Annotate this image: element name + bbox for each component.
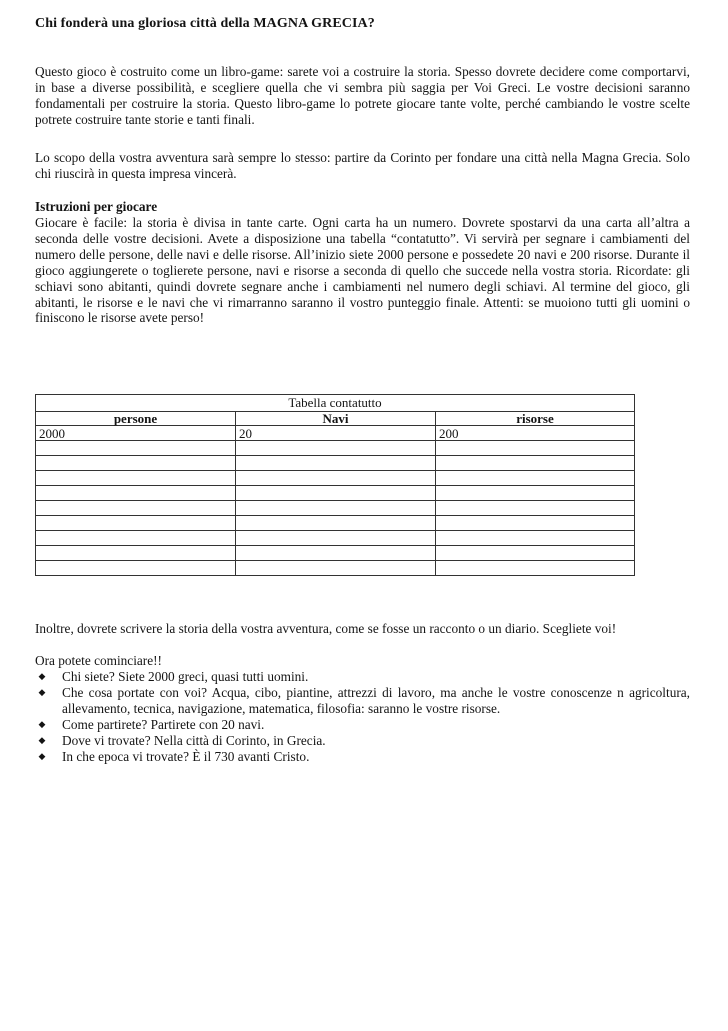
table-cell-risorse[interactable] (436, 456, 635, 471)
table-row (36, 531, 635, 546)
diamond-bullet-icon: ◆ (38, 686, 46, 697)
instructions-heading: Istruzioni per giocare (35, 199, 158, 214)
table-row (36, 516, 635, 531)
column-header-persone: persone (36, 412, 236, 426)
table-row (36, 471, 635, 486)
table-cell-persone[interactable] (36, 561, 236, 576)
table-cell-navi[interactable] (236, 501, 436, 516)
goal-paragraph: Lo scopo della vostra avventura sarà sempre lo stesso: partire da Corinto per fondare una città nella Magna Grecia. Solo chi riuscirà in questa impresa vincerà. (35, 150, 690, 181)
table-cell-navi[interactable]: 20 (236, 426, 436, 441)
table-row (36, 441, 635, 456)
list-item-text: Che cosa portate con voi? Acqua, cibo, piantine, attrezzi di lavoro, ma anche le vostre conoscenze n agricoltura, allevamento, tecnica, navigazione, matematica, filosofia: saranno le vostre risorse. (62, 684, 690, 716)
list-item (35, 733, 690, 749)
table-cell-risorse[interactable] (436, 561, 635, 576)
table-cell-persone[interactable] (36, 486, 236, 501)
table-cell-persone[interactable] (36, 516, 236, 531)
table-cell-navi[interactable] (236, 561, 436, 576)
table-cell-persone[interactable]: 2000 (36, 426, 236, 441)
column-header-navi: Navi (236, 412, 436, 426)
diamond-bullet-icon: ◆ (38, 671, 46, 681)
table-cell-risorse[interactable] (436, 531, 635, 546)
table-cell-persone[interactable] (36, 501, 236, 516)
contatutto-table (35, 394, 635, 576)
table-row (36, 426, 635, 441)
table-cell-risorse[interactable] (436, 471, 635, 486)
list-item-text: Come partirete? Partirete con 20 navi. (62, 716, 265, 732)
table-cell-risorse[interactable] (436, 441, 635, 456)
list-item-text: In che epoca vi trovate? È il 730 avanti Cristo. (62, 748, 310, 764)
table-cell-persone[interactable] (36, 546, 236, 561)
table-cell-navi[interactable] (236, 456, 436, 471)
list-item-text: Dove vi trovate? Nella città di Corinto, in Grecia. (62, 732, 326, 748)
table-cell-navi[interactable] (236, 531, 436, 546)
intro-paragraph: Questo gioco è costruito come un libro-game: sarete voi a costruire la storia. Spesso dovrete decidere come comportarvi, in base a diverse possibilità, e scegliere quella che vi sembra più saggia per Voi Greci. Le vostre decisioni saranno fondamentali per costruire la storia. Questo libro-game lo potrete giocare tante volte, perché cambiando le vostre scelte potrete costruire tante storie e tanti finali. (35, 64, 690, 127)
instructions-paragraph: Giocare è facile: la storia è divisa in tante carte. Ogni carta ha un numero. Dovrete spostarvi da una carta all’altra a seconda delle vostre decisioni. Avete a disposizione una tabella “contatutto”. Vi servirà per segnare i cambiamenti del numero delle persone, delle navi e delle risorse. All’inizio siete 2000 persone e possedete 20 navi e 200 risorse. Durante il gioco aggiungerete o toglierete persone, navi e risorse a seconda di quello che succede nella vostra storia. Ricordate: gli schiavi sono abitanti, quindi dovrete segnare anche i cambiamenti nel numero degli schiavi. Al termine del gioco, gli abitanti, le risorse e le navi che vi rimarranno saranno il vostro punteggio finale. Attenti: se muoiono tutti gli uomini o finiscono le risorse avete perso! (35, 215, 690, 326)
list-item (35, 685, 690, 717)
contatutto-table-wrapper (35, 394, 634, 604)
table-cell-risorse[interactable] (436, 501, 635, 516)
table-cell-persone[interactable] (36, 531, 236, 546)
list-item (35, 749, 690, 765)
table-cell-persone[interactable] (36, 471, 236, 486)
table-cell-navi[interactable] (236, 516, 436, 531)
start-line: Ora potete cominciare!! (35, 653, 162, 668)
table-row (36, 546, 635, 561)
story-paragraph: Inoltre, dovrete scrivere la storia della vostra avventura, come se fosse un racconto o un diario. Scegliete voi! (35, 621, 617, 636)
table-cell-risorse[interactable] (436, 486, 635, 501)
table-cell-navi[interactable] (236, 486, 436, 501)
table-cell-persone[interactable] (36, 456, 236, 471)
list-item (35, 669, 690, 685)
document-title: Chi fonderà una gloriosa città della MAGNA GRECIA? (35, 16, 375, 31)
table-cell-risorse[interactable] (436, 546, 635, 561)
table-cell-persone[interactable] (36, 441, 236, 456)
table-row (36, 561, 635, 576)
table-row (36, 456, 635, 471)
diamond-bullet-icon: ◆ (38, 734, 46, 745)
table-cell-navi[interactable] (236, 471, 436, 486)
bullet-list (35, 669, 690, 764)
diamond-bullet-icon: ◆ (38, 750, 46, 761)
list-item-text: Chi siete? Siete 2000 greci, quasi tutti uomini. (62, 669, 309, 684)
table-cell-navi[interactable] (236, 441, 436, 456)
diamond-bullet-icon: ◆ (38, 718, 46, 729)
table-cell-navi[interactable] (236, 546, 436, 561)
table-caption: Tabella contatutto (36, 395, 635, 412)
table-cell-risorse[interactable] (436, 516, 635, 531)
table-row (36, 486, 635, 501)
table-row (36, 501, 635, 516)
table-cell-risorse[interactable]: 200 (436, 426, 635, 441)
list-item (35, 717, 690, 733)
column-header-risorse: risorse (436, 412, 635, 426)
